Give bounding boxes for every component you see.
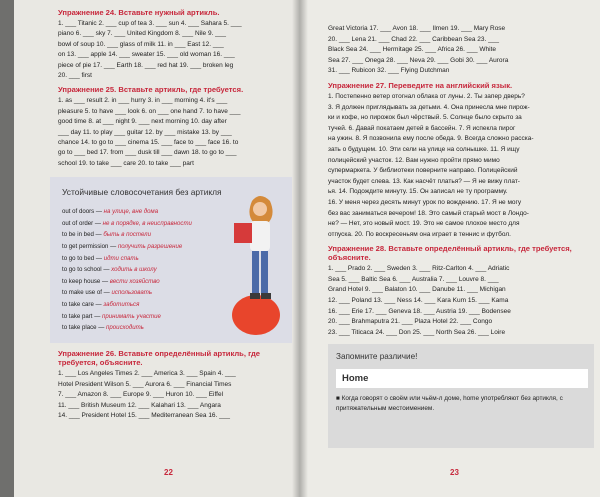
exercise-25-body	[58, 96, 292, 169]
exercise-line: 1. ___ Los Angeles Times 2. ___ America 3. ___ Spain 4. ___	[58, 370, 236, 378]
fixed-phrase: to take care — заботиться	[62, 301, 140, 309]
exercise-line: Sea 27. ___ Onega 28. ___ Neva 29. ___ Gobi 30. ___ Aurora	[328, 56, 509, 64]
exercise-line: участок будет слева. 13. Как насчёт платья? — Я не вижу плат-	[328, 177, 520, 185]
exercise-line: 20. ___ Lena 21. ___ Chad 22. ___ Caribbean Sea 23. ___	[328, 35, 499, 43]
phrase-translation: ходить в школу	[111, 266, 157, 274]
fixed-phrases-box	[50, 177, 292, 343]
exercise-line: отпуска. 20. По воскресеньям она играет в теннис и футбол.	[328, 230, 511, 238]
phrase-translation: получить разрешение	[117, 243, 183, 251]
fixed-phrase: to go to school — ходить в школу	[62, 266, 157, 274]
girl-with-book-illustration	[226, 187, 292, 337]
exercise-line: Great Victoria 17. ___ Avon 18. ___ Ilmen 19. ___ Mary Rose	[328, 25, 506, 32]
fixed-phrase: to take place — происходить	[62, 324, 144, 332]
fixed-phrase: to take part — принимать участие	[62, 312, 161, 320]
remember-box	[328, 344, 594, 448]
phrase-english: to take care	[62, 301, 94, 309]
exercise-26-body	[58, 369, 292, 421]
exercise-line: 1. ___ Prado 2. ___ Sweden 3. ___ Ritz-Carlton 4. ___ Adriatic	[328, 265, 510, 273]
phrase-translation: на улице, вне дома	[103, 208, 159, 216]
exercise-line: ___ day 11. to play ___ guitar 12. by ___ mistake 13. by ___	[58, 128, 232, 136]
exercise-26-title: Упражнение 26. Вставьте определённый артикль, где требуется, объясните.	[58, 349, 260, 368]
exercise-line: 1. ___ Titanic 2. ___ cup of tea 3. ___ sun 4. ___ Sahara 5. ___	[58, 20, 242, 27]
exercise-line: Sea 5. ___ Baltic Sea 6. ___ Australia 7. ___ Louvre 8. ___	[328, 275, 499, 283]
fixed-phrase: to keep house — вести хозяйство	[62, 277, 160, 285]
exercise-line: 14. ___ President Hotel 15. ___ Mediterranean Sea 16. ___	[58, 411, 231, 419]
fixed-phrase: to go to bed — идти спать	[62, 254, 139, 262]
exercise-24-title: Упражнение 24. Вставьте нужный артикль.	[58, 8, 220, 17]
exercise-line: school 19. to take ___ care 20. to take ___ part	[58, 159, 194, 167]
phrase-translation: идти спать	[103, 254, 139, 262]
left-page	[14, 0, 300, 497]
phrase-english: out of order	[62, 219, 94, 227]
exercise-line: 1. as ___ result 2. in ___ hurry 3. in ___ morning 4. it's ___	[58, 97, 228, 105]
exercise-28-body	[328, 264, 594, 338]
exercise-line: супермаркета. У библиотеки поверните направо. Полицейский	[328, 167, 518, 175]
fixed-phrase: to be in bed — быть в постели	[62, 231, 151, 239]
exercise-line: 11. ___ British Museum 12. ___ Kalahari 13. ___ Angara	[58, 401, 221, 409]
fixed-phrase: to get permission — получить разрешение	[62, 243, 183, 251]
exercise-line: 16. У меня через десять минут урок по вождению. 17. Я не могу	[328, 198, 522, 206]
fixed-phrase: out of order — не в порядке, в неисправности	[62, 219, 192, 227]
phrase-translation: заботиться	[103, 301, 140, 309]
exercise-line: 23. ___ Titicaca 24. ___ Don 25. ___ North Sea 26. ___ Loire	[328, 328, 506, 336]
exercise-line: 12. ___ Poland 13. ___ Ness 14. ___ Kara Kum 15. ___ Kama	[328, 297, 509, 305]
book-spine-shadow	[292, 0, 308, 497]
fixed-phrase: to make use of — использовать	[62, 289, 153, 297]
exercise-line: on 13. ___ apple 14. ___ sweater 15. ___ old woman 16. ___	[58, 51, 235, 59]
exercise-line: не? — Нет, это новый мост. 19. Это не самое плохое место для	[328, 220, 520, 228]
exercise-line: 16. ___ Erie 17. ___ Geneva 18. ___ Austria 19. ___ Bodensee	[328, 307, 511, 315]
exercise-line: bowl of soup 10. ___ glass of milk 11. in ___ East 12. ___	[58, 40, 224, 48]
exercise-line: chance 14. to go to ___ cinema 15. ___ face to ___ face 16. to	[58, 139, 239, 147]
exercise-line: 31. ___ Rubicon 32. ___ Flying Dutchman	[328, 67, 450, 75]
exercise-line: pleasure 5. to have ___ look 6. on ___ one hand 7. to have ___	[58, 107, 241, 115]
exercise-line: piano 6. ___ sky 7. ___ United Kingdom 8. ___ Nile 9. ___	[58, 30, 227, 38]
exercise-line: 20. ___ first	[58, 72, 92, 80]
phrase-english: to take part	[62, 312, 93, 320]
exercise-27-body	[328, 92, 594, 240]
exercise-line: 3. Я должен приглядывать за детьми. 4. Она принесла мне пирож-	[328, 103, 530, 111]
page-number-left: 22	[164, 468, 173, 477]
exercise-line: piece of pie 17. ___ Earth 18. ___ red hat 19. ___ broken leg	[58, 61, 234, 69]
exercise-27-title: Упражнение 27. Переведите на английский язык.	[328, 80, 513, 90]
fixed-phrases-title: Устойчивые словосочетания без артикля	[62, 187, 222, 198]
exercise-26-continued	[328, 24, 594, 77]
exercise-line: go to ___ bed 17. from ___ dusk till ___ dawn 18. to go to ___	[58, 149, 237, 157]
exercise-line: ки и кофе, но пирожок был чёрствый. 5. Солнце было скрыто за	[328, 114, 522, 122]
phrase-english: out of doors	[62, 208, 95, 216]
exercise-line: ья. 14. Подождите минуту. 15. Он записал не ту программу.	[328, 188, 508, 196]
right-page	[300, 0, 600, 497]
exercise-line: зать о будущем. 10. Эти сели на улице на солнышке. 11. Я ищу	[328, 145, 520, 153]
phrase-english: to go to school	[62, 266, 102, 274]
remember-text: ■ Когда говорят о своём или чьём-л доме, home употребляют без артикля, с притяжательным местоимением.	[336, 395, 563, 413]
exercise-28-title: Упражнение 28. Вставьте определённый артикль, где требуется, объясните.	[328, 244, 572, 263]
phrase-english: to be in bed	[62, 231, 94, 239]
phrase-translation: быть в постели	[103, 231, 151, 239]
exercise-25-title: Упражнение 25. Вставьте артикль, где требуется.	[58, 85, 244, 95]
phrase-english: to make use of	[62, 289, 102, 297]
exercise-line: полицейский участок. 12. Вам нужно пройти прямо мимо	[328, 156, 500, 164]
phrase-english: to go to bed	[62, 254, 95, 262]
phrase-english: to get permission	[62, 243, 109, 251]
exercise-line: Grand Hotel 9. ___ Balaton 10. ___ Danube 11. ___ Michigan	[328, 286, 506, 294]
page-number-right: 23	[450, 468, 459, 477]
exercise-line: без вас заниматься вечером! 18. Это самый старый мост в Лондо-	[328, 209, 529, 217]
exercise-line: good time 8. at ___ night 9. ___ next morning 10. day after	[58, 118, 227, 126]
exercise-line: 20. ___ Brahmaputra 21. ___ Plaza Hotel 22. ___ Congo	[328, 318, 493, 326]
exercise-line: на ужин. 8. Я позвонила ему после обеда. 9. Всегда сложно расска-	[328, 135, 534, 143]
remember-word: Home	[336, 369, 588, 388]
phrase-translation: вести хозяйство	[109, 277, 160, 285]
exercise-line: тучей. 6. Давай покатаем детей в бассейн. 7. Я испекла пирог	[328, 124, 516, 132]
fixed-phrase: out of doors — на улице, вне дома	[62, 208, 159, 216]
phrase-translation: использовать	[111, 289, 153, 297]
phrase-english: to keep house	[62, 277, 101, 285]
remember-title: Запомните различие!	[336, 352, 418, 362]
phrase-translation: не в порядке, в неисправности	[102, 219, 192, 227]
exercise-line: Black Sea 24. ___ Hermitage 25. ___ Africa 26. ___ White	[328, 46, 497, 54]
exercise-line: 1. Постепенно ветер отогнал облака от луны. 2. Ты запер дверь?	[328, 92, 525, 100]
exercise-line: 7. ___ Amazon 8. ___ Europe 9. ___ Huron 10. ___ Eiffel	[58, 391, 224, 399]
exercise-line: Hotel President Wilson 5. ___ Aurora 6. ___ Financial Times	[58, 380, 232, 388]
phrase-translation: происходить	[106, 324, 144, 332]
exercise-24-body	[58, 19, 292, 81]
phrase-translation: принимать участие	[101, 312, 161, 320]
phrase-english: to take place	[62, 324, 97, 332]
